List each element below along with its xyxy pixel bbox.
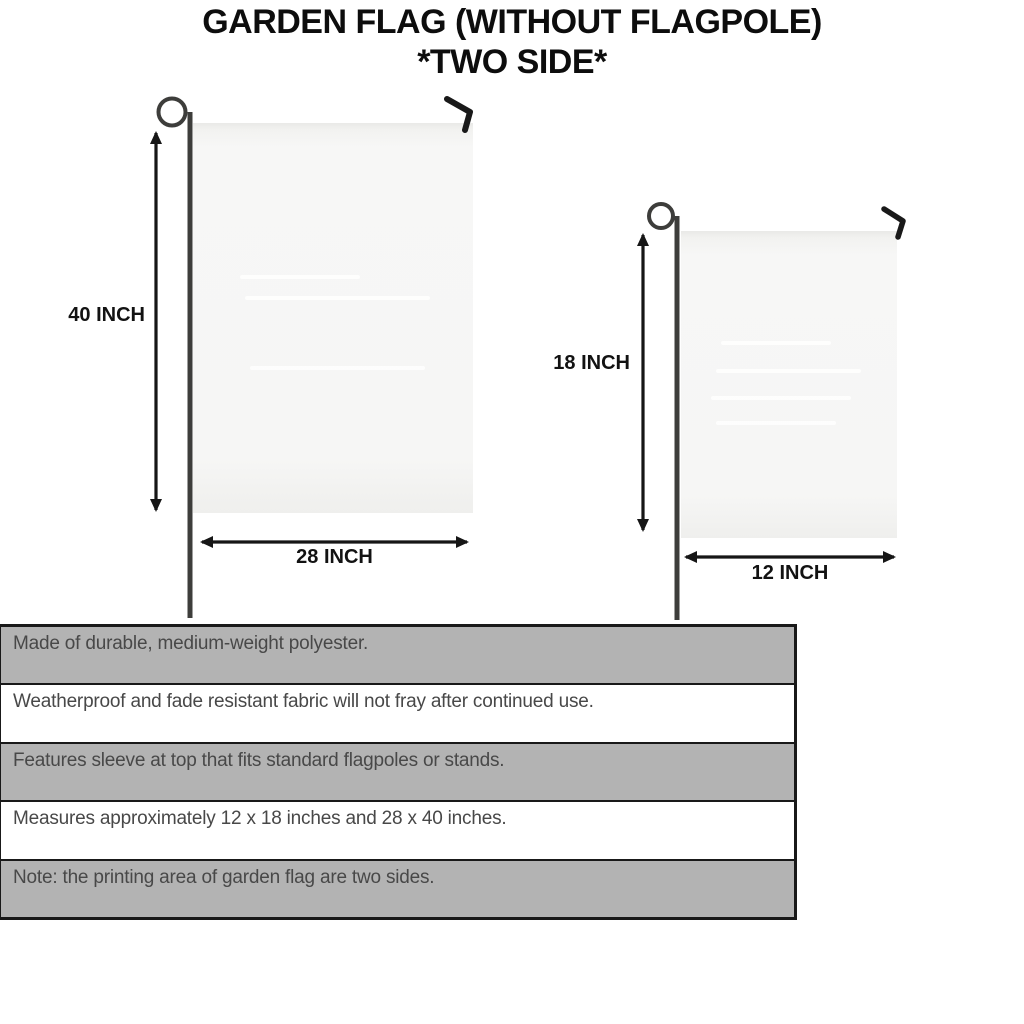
feature-text: Weatherproof and fade resistant fabric will not fray after continued use. <box>13 691 594 713</box>
feature-row <box>1 627 794 683</box>
small-flag-height-label: 18 INCH <box>553 352 630 374</box>
small-flag-width-label: 12 INCH <box>751 562 829 584</box>
large-flag-height-label: 40 INCH <box>68 304 145 326</box>
fabric-highlight <box>711 396 851 400</box>
page-title-line1: GARDEN FLAG (WITHOUT FLAGPOLE) <box>202 3 822 41</box>
fabric-highlight <box>721 341 831 345</box>
fabric-highlight <box>240 275 360 279</box>
feature-row <box>1 742 794 800</box>
feature-text: Measures approximately 12 x 18 inches and 28 x 40 inches. <box>13 808 507 830</box>
small-flag-preview <box>681 231 897 538</box>
fabric-highlight <box>250 366 425 370</box>
fabric-highlight <box>716 369 861 373</box>
page-title <box>0 2 1024 82</box>
feature-text: Note: the printing area of garden flag are two sides. <box>13 866 435 888</box>
large-flag-width-label: 28 INCH <box>296 546 373 568</box>
large-flagpole-loop-icon <box>159 99 186 126</box>
fabric-highlight <box>716 421 836 425</box>
fabric-highlight <box>245 296 430 300</box>
feature-row <box>1 859 794 917</box>
feature-row <box>1 800 794 858</box>
feature-row <box>1 683 794 741</box>
page-title-line2: *TWO SIDE* <box>417 43 607 81</box>
feature-text: Features sleeve at top that fits standard flagpoles or stands. <box>13 749 505 771</box>
feature-text: Made of durable, medium-weight polyester. <box>13 633 369 654</box>
feature-table <box>0 624 797 920</box>
large-flag-preview <box>193 123 473 513</box>
small-flagpole-loop-icon <box>649 204 673 228</box>
